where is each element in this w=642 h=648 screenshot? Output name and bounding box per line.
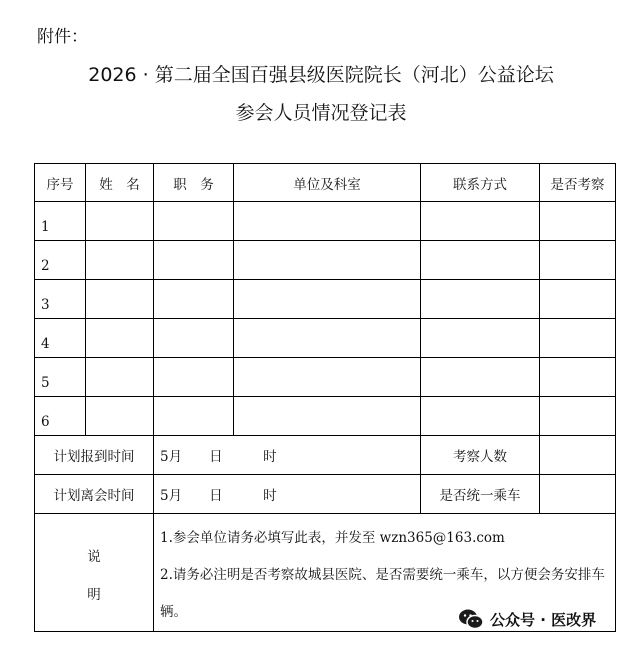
shared-transport-field[interactable] — [540, 475, 616, 514]
table-row — [35, 241, 616, 280]
position-cell[interactable] — [154, 202, 234, 241]
contact-cell[interactable] — [421, 202, 540, 241]
table-row — [35, 202, 616, 241]
position-cell[interactable] — [154, 241, 234, 280]
arrival-row — [35, 436, 616, 475]
contact-cell[interactable] — [421, 280, 540, 319]
registration-table — [34, 163, 616, 632]
row-index: 1 — [35, 202, 86, 241]
position-cell[interactable] — [154, 358, 234, 397]
row-index: 3 — [35, 280, 86, 319]
name-cell[interactable] — [86, 280, 154, 319]
arrival-label: 计划报到时间 — [35, 436, 154, 475]
contact-cell[interactable] — [421, 319, 540, 358]
position-cell[interactable] — [154, 319, 234, 358]
notes-label — [35, 514, 154, 632]
inspection-cell[interactable] — [540, 397, 616, 436]
arrival-time-field[interactable]: 5月 日 时 — [154, 436, 421, 475]
wechat-icon — [458, 608, 484, 630]
unit-cell[interactable] — [234, 202, 421, 241]
table-row — [35, 358, 616, 397]
form-subtitle: 参会人员情况登记表 — [235, 102, 407, 124]
form-title: 2026 · 第二届全国百强县级医院院长（河北）公益论坛 — [88, 64, 554, 86]
note-line-1: 1.参会单位请务必填写此表，并发至 wzn365@163.com — [160, 530, 505, 546]
watermark-text: 公众号 · 医改界 — [490, 610, 597, 629]
attachment-label: 附件： — [37, 27, 88, 47]
name-cell[interactable] — [86, 241, 154, 280]
header-position: 职 务 — [154, 164, 234, 202]
inspection-count-label: 考察人数 — [421, 436, 540, 475]
name-cell[interactable] — [86, 319, 154, 358]
row-index: 6 — [35, 397, 86, 436]
row-index: 4 — [35, 319, 86, 358]
departure-label: 计划离会时间 — [35, 475, 154, 514]
notes-label-char-1: 说 — [87, 548, 101, 565]
inspection-cell[interactable] — [540, 358, 616, 397]
header-unit: 单位及科室 — [234, 164, 421, 202]
departure-row — [35, 475, 616, 514]
inspection-count-field[interactable] — [540, 436, 616, 475]
unit-cell[interactable] — [234, 358, 421, 397]
row-index: 5 — [35, 358, 86, 397]
unit-cell[interactable] — [234, 397, 421, 436]
header-inspection: 是否考察 — [540, 164, 616, 202]
shared-transport-label: 是否统一乘车 — [421, 475, 540, 514]
inspection-cell[interactable] — [540, 241, 616, 280]
note-line-2: 2.请务必注明是否考察故城县医院、是否需要统一乘车，以方便会务安排车辆。 — [160, 567, 605, 620]
watermark — [458, 608, 596, 630]
header-index: 序号 — [35, 164, 86, 202]
notes-label-char-2: 明 — [87, 586, 101, 603]
name-cell[interactable] — [86, 397, 154, 436]
table-row — [35, 280, 616, 319]
table-row — [35, 319, 616, 358]
row-index: 2 — [35, 241, 86, 280]
inspection-cell[interactable] — [540, 319, 616, 358]
header-name: 姓 名 — [86, 164, 154, 202]
table-row — [35, 397, 616, 436]
inspection-cell[interactable] — [540, 202, 616, 241]
position-cell[interactable] — [154, 397, 234, 436]
name-cell[interactable] — [86, 202, 154, 241]
unit-cell[interactable] — [234, 241, 421, 280]
contact-cell[interactable] — [421, 241, 540, 280]
departure-time-field[interactable]: 5月 日 时 — [154, 475, 421, 514]
table-header-row — [35, 164, 616, 202]
header-contact: 联系方式 — [421, 164, 540, 202]
unit-cell[interactable] — [234, 319, 421, 358]
contact-cell[interactable] — [421, 358, 540, 397]
contact-cell[interactable] — [421, 397, 540, 436]
unit-cell[interactable] — [234, 280, 421, 319]
inspection-cell[interactable] — [540, 280, 616, 319]
position-cell[interactable] — [154, 280, 234, 319]
name-cell[interactable] — [86, 358, 154, 397]
